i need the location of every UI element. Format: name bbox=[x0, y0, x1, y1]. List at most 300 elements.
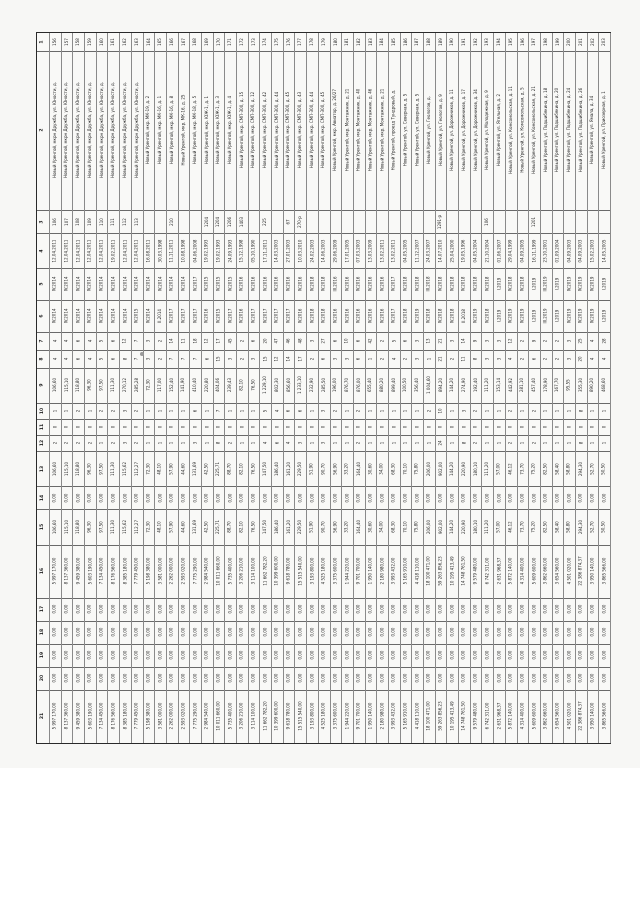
table-cell: 158 bbox=[75, 38, 81, 46]
table-cell: 30,60 bbox=[367, 462, 373, 475]
table-cell: 0 bbox=[425, 425, 431, 429]
table-cell: 9 bbox=[472, 339, 478, 343]
table-cell: 0,00 bbox=[157, 604, 163, 614]
table-cell: 82,10 bbox=[238, 521, 244, 533]
table-cell: 3 bbox=[145, 339, 151, 343]
table-cell: 68,30 bbox=[390, 521, 396, 533]
table-cell: 186 bbox=[402, 38, 408, 46]
table-cell: 0 bbox=[495, 425, 501, 429]
column-header: 15 bbox=[39, 523, 45, 531]
table-cell: 22 386 874,37 bbox=[577, 556, 583, 586]
table-cell: 0,00 bbox=[390, 627, 396, 637]
table-cell: 0,00 bbox=[484, 493, 490, 503]
table-cell: 33,20 bbox=[344, 521, 350, 533]
table-cell: 161 bbox=[110, 38, 116, 46]
table-cell: 356,40 bbox=[414, 378, 420, 393]
table-cell: 4 418 110,00 bbox=[414, 703, 420, 730]
table-cell: 1 bbox=[484, 441, 490, 445]
table-cell: 0 bbox=[589, 425, 595, 429]
table-cell: 2 bbox=[531, 409, 537, 413]
table-cell: 183 bbox=[367, 38, 373, 46]
table-cell: 232,90 bbox=[308, 378, 314, 393]
table-cell: 0 bbox=[390, 425, 396, 429]
table-cell: 1 944 220,00 bbox=[344, 557, 350, 585]
table-cell: 57,00 bbox=[495, 521, 501, 533]
table-cell: 856,60 bbox=[285, 378, 291, 393]
table-cell: 0 bbox=[460, 425, 466, 429]
table-cell: 1 bbox=[168, 441, 174, 445]
table-cell: 47 bbox=[273, 338, 279, 344]
table-cell: 186,40 bbox=[273, 461, 279, 476]
table-cell: 0 bbox=[332, 425, 338, 429]
table-cell: 0,00 bbox=[157, 650, 163, 660]
table-cell: 6 bbox=[203, 357, 209, 361]
table-cell: 4 bbox=[51, 339, 57, 343]
table-cell: 117,00 bbox=[157, 378, 163, 393]
table-cell: 2 180 980,00 bbox=[379, 557, 385, 585]
table-cell: 0,00 bbox=[577, 650, 583, 660]
table-cell: IV.2018 bbox=[425, 308, 431, 324]
table-cell: 2 bbox=[472, 409, 478, 413]
table-cell: 48,10 bbox=[157, 521, 163, 533]
column-header: 6 bbox=[39, 314, 45, 318]
table-cell: 1 bbox=[519, 441, 525, 445]
table-cell: 12.04.2011 bbox=[63, 239, 69, 263]
table-cell: 75,20 bbox=[531, 462, 537, 475]
table-cell: 0 bbox=[519, 425, 525, 429]
table-cell: IV.2017 bbox=[192, 276, 198, 292]
table-cell: 2 bbox=[227, 441, 233, 445]
table-cell bbox=[341, 210, 353, 233]
table-cell: 2 bbox=[98, 409, 104, 413]
table-cell: 169 bbox=[203, 38, 209, 46]
table-cell: 15.12.1998 bbox=[238, 239, 244, 263]
table-cell: 0,00 bbox=[192, 604, 198, 614]
table-cell: 0,00 bbox=[472, 627, 478, 637]
table-cell: Новый Уренгой, ул. Северная, д. 5 bbox=[402, 94, 408, 167]
table-cell: 0,00 bbox=[203, 604, 209, 614]
table-cell: 0,00 bbox=[203, 650, 209, 660]
table-cell: 0,00 bbox=[495, 604, 501, 614]
table-cell: IV.2019 bbox=[414, 308, 420, 324]
table-cell: 3 bbox=[320, 441, 326, 445]
table-cell: 0,00 bbox=[250, 673, 256, 683]
table-cell: 0,00 bbox=[51, 627, 57, 637]
table-cell: 164,40 bbox=[355, 461, 361, 476]
table-cell: IV.2018 bbox=[402, 276, 408, 292]
table-cell: 191 bbox=[460, 38, 466, 46]
table-cell: 178 bbox=[308, 38, 314, 46]
table-cell: 3 114 100,00 bbox=[250, 557, 256, 585]
table-cell: 164,40 bbox=[355, 519, 361, 534]
table-cell: 1 bbox=[98, 441, 104, 445]
table-cell: 0,00 bbox=[133, 673, 139, 683]
table-cell: 106 bbox=[51, 217, 57, 226]
table-cell: 0,00 bbox=[145, 673, 151, 683]
table-cell: 76,50 bbox=[250, 521, 256, 533]
table-cell: 274,90 bbox=[460, 378, 466, 393]
table-cell: 4 bbox=[601, 357, 607, 361]
table-cell: IV.2014 bbox=[63, 276, 69, 292]
table-cell: 46,12 bbox=[507, 521, 513, 533]
table-cell: 0,00 bbox=[215, 493, 221, 503]
table-cell: IV.2014 bbox=[75, 276, 81, 292]
table-cell: 0,00 bbox=[379, 673, 385, 683]
table-cell: 200 bbox=[566, 38, 572, 46]
table-cell: Новый Уренгой, мкр. СМП-300, д. 44 bbox=[308, 92, 314, 169]
table-cell: 76,50 bbox=[250, 379, 256, 392]
table-cell: 0,00 bbox=[238, 604, 244, 614]
table-cell: 97,50 bbox=[98, 462, 104, 475]
table-cell: 0 bbox=[180, 425, 186, 429]
table-cell: 1 bbox=[379, 441, 385, 445]
table-cell: 0,00 bbox=[344, 604, 350, 614]
table-cell: 4 418 110,00 bbox=[414, 557, 420, 585]
table-cell: 0,00 bbox=[227, 650, 233, 660]
table-cell: 144,20 bbox=[449, 378, 455, 393]
table-cell: 13.03.2009 bbox=[367, 239, 373, 263]
column-header: 19 bbox=[39, 652, 45, 659]
table-cell: 0 bbox=[484, 425, 490, 429]
table-cell: 225,71 bbox=[215, 519, 221, 534]
table-cell: Новый Уренгой, мкр. МК-16, д. 1 bbox=[157, 96, 163, 165]
table-cell bbox=[143, 210, 155, 233]
table-cell: 115,62 bbox=[121, 519, 127, 534]
table-cell: 0,00 bbox=[320, 650, 326, 660]
table-cell: 0,00 bbox=[437, 673, 443, 683]
table-cell: IV.2014 bbox=[145, 308, 151, 324]
table-cell: 04.09.2003 bbox=[566, 239, 572, 263]
table-cell: 115,10 bbox=[63, 461, 69, 476]
table-cell: 0,00 bbox=[507, 650, 513, 660]
table-cell: 0,00 bbox=[262, 604, 268, 614]
table-cell: IV.2018 bbox=[519, 276, 525, 292]
table-cell: 70,10 bbox=[402, 462, 408, 475]
table-cell: 168 bbox=[192, 38, 198, 46]
table-cell: 0 bbox=[121, 425, 127, 429]
table-cell: 115,62 bbox=[121, 461, 127, 476]
table-cell: 67 bbox=[285, 219, 291, 225]
table-cell: 2 bbox=[110, 409, 116, 413]
table-cell: 2 984 540,00 bbox=[203, 557, 209, 585]
table-cell: 0,00 bbox=[332, 604, 338, 614]
table-cell: I.2019 bbox=[495, 309, 501, 323]
table-cell: 1 229,10 bbox=[262, 376, 268, 395]
table-cell: 8 176 560,00 bbox=[110, 703, 116, 730]
table-cell: 3 bbox=[566, 339, 572, 343]
table-cell: 56,90 bbox=[332, 462, 338, 475]
table-cell: Новый Уренгой, ул. Ямала, д. 34 bbox=[589, 96, 595, 165]
table-cell: 8 137 360,00 bbox=[63, 703, 69, 730]
table-cell: 0,00 bbox=[460, 627, 466, 637]
table-cell: IV.2019 bbox=[507, 308, 513, 324]
table-cell: 1 bbox=[238, 441, 244, 445]
table-cell: 51,90 bbox=[308, 521, 314, 533]
table-cell: 0,00 bbox=[332, 493, 338, 503]
table-cell: 206,00 bbox=[425, 461, 431, 476]
table-cell: 1 bbox=[203, 409, 209, 413]
table-cell: 30,60 bbox=[367, 521, 373, 533]
table-cell: IV.2015 bbox=[215, 308, 221, 324]
table-cell: II.2014 bbox=[157, 309, 163, 324]
table-cell: 1 bbox=[51, 409, 57, 413]
table-cell: Новый Уренгой, ул. Подшибякина, д. 18 bbox=[542, 88, 548, 173]
table-cell: Новый Уренгой, мкр. СМП-300, д. 42 bbox=[262, 92, 268, 169]
table-cell: IV.2016 bbox=[262, 276, 268, 292]
table-cell: 172 bbox=[238, 38, 244, 46]
table-cell: 0,00 bbox=[121, 627, 127, 637]
table-cell: 3 bbox=[297, 441, 303, 445]
table-cell: 184 bbox=[379, 38, 385, 46]
table-cell: 0,00 bbox=[320, 493, 326, 503]
table-cell: 0,00 bbox=[414, 627, 420, 637]
table-cell: 0,00 bbox=[402, 627, 408, 637]
table-cell: 178,90 bbox=[542, 378, 548, 393]
table-cell: 0,00 bbox=[531, 493, 537, 503]
table-cell: 0,00 bbox=[285, 650, 291, 660]
table-cell: 5 997 170,00 bbox=[51, 703, 57, 730]
table-cell: 0 bbox=[320, 425, 326, 429]
table-cell: 7 bbox=[168, 357, 174, 361]
table-cell: 0,00 bbox=[414, 493, 420, 503]
table-cell: 7 775 290,00 bbox=[192, 703, 198, 730]
table-cell: 0,00 bbox=[472, 493, 478, 503]
table-cell: 167,70 bbox=[554, 378, 560, 393]
table-cell: 1 bbox=[425, 441, 431, 445]
table-cell: 1 bbox=[495, 409, 501, 413]
table-cell: IV.2019 bbox=[519, 308, 525, 324]
table-cell: IV.2014 bbox=[145, 276, 151, 292]
table-cell: 04.09.2003 bbox=[577, 239, 583, 263]
table-cell: 0,00 bbox=[414, 673, 420, 683]
table-cell: 4 bbox=[589, 339, 595, 343]
table-cell: 0,00 bbox=[75, 650, 81, 660]
table-cell: 144,20 bbox=[449, 519, 455, 534]
table-cell: 0,00 bbox=[273, 673, 279, 683]
table-cell bbox=[271, 210, 283, 233]
table-cell: IV.2019 bbox=[577, 276, 583, 292]
table-cell: 16.11.1999 bbox=[531, 239, 537, 263]
table-cell: 118,80 bbox=[75, 519, 81, 534]
table-cell: 4 bbox=[86, 357, 92, 361]
table-cell: 0,00 bbox=[145, 627, 151, 637]
table-cell: IV.2015 bbox=[133, 308, 139, 324]
table-cell: 0 bbox=[437, 425, 443, 429]
table-cell: 3 993 432,00 bbox=[390, 557, 396, 585]
table-cell: IV.2018 bbox=[437, 276, 443, 292]
table-cell: 0,00 bbox=[121, 604, 127, 614]
table-cell: 176 bbox=[285, 38, 291, 46]
table-cell: 6 bbox=[320, 357, 326, 361]
table-cell: Новый Уренгой, мкр. СМП-300, д. 44 bbox=[273, 92, 279, 169]
table-cell: 0,00 bbox=[203, 493, 209, 503]
table-cell: 6 742 311,00 bbox=[484, 557, 490, 585]
table-cell: 12.04.2011 bbox=[75, 239, 81, 263]
table-cell bbox=[575, 210, 587, 233]
table-cell: 0 bbox=[273, 425, 279, 429]
table-cell: 10 399 600,00 bbox=[273, 556, 279, 586]
table-cell: 0 bbox=[192, 425, 198, 429]
table-cell: 2 bbox=[332, 409, 338, 413]
table-cell: Новый Уренгой, мкрн Дружба, ул. Юности, д. bbox=[75, 82, 81, 179]
table-cell: 6 bbox=[531, 357, 537, 361]
table-cell bbox=[248, 210, 260, 233]
table-cell: 9 459 380,00 bbox=[75, 557, 81, 585]
table-cell: I.2019 bbox=[601, 309, 607, 323]
table-cell: 0,00 bbox=[484, 604, 490, 614]
table-cell: 1204 bbox=[203, 216, 209, 227]
table-cell: 0,00 bbox=[110, 604, 116, 614]
table-cell: 6 bbox=[285, 409, 291, 413]
table-cell: IV.2014 bbox=[121, 308, 127, 324]
table-cell: 0,00 bbox=[262, 627, 268, 637]
table-cell: 111,20 bbox=[484, 519, 490, 534]
table-cell: 5 735 400,00 bbox=[227, 703, 233, 730]
table-cell: 1 bbox=[86, 409, 92, 413]
table-cell: 0,00 bbox=[98, 673, 104, 683]
table-cell: 0,00 bbox=[355, 627, 361, 637]
table-cell: IV.2016 bbox=[355, 276, 361, 292]
table-cell: 100,50 bbox=[402, 378, 408, 393]
table-cell: 876,70 bbox=[344, 378, 350, 393]
table-cell: 0,00 bbox=[472, 673, 478, 683]
table-cell: 1 bbox=[332, 441, 338, 445]
table-cell: 59 263 856,23 bbox=[437, 701, 443, 732]
table-cell: IV.2017 bbox=[227, 308, 233, 324]
table-cell: 164 bbox=[145, 38, 151, 46]
table-cell: 902,00 bbox=[437, 461, 443, 476]
table-cell: Новый Уренгой, мкрн Дружба, ул. Юности, д. bbox=[133, 82, 139, 179]
table-cell: IV.2016 bbox=[367, 276, 373, 292]
table-cell: 0,00 bbox=[495, 650, 501, 660]
table-cell bbox=[598, 210, 610, 233]
table-cell: 0,00 bbox=[601, 493, 607, 503]
table-cell: 0,00 bbox=[519, 493, 525, 503]
table-cell: 24.02.2003 bbox=[308, 239, 314, 263]
table-cell: 4 bbox=[273, 409, 279, 413]
table-cell: 4 525 180,00 bbox=[320, 557, 326, 585]
table-cell: 2 593 020,00 bbox=[180, 703, 186, 730]
table-cell: 0,00 bbox=[332, 650, 338, 660]
table-cell: 0,00 bbox=[75, 627, 81, 637]
table-cell: 0 bbox=[203, 425, 209, 429]
table-cell: 0,00 bbox=[437, 604, 443, 614]
table-cell: 0,00 bbox=[227, 627, 233, 637]
column-header: 18 bbox=[39, 629, 45, 636]
table-cell: 0,00 bbox=[542, 673, 548, 683]
table-cell: 152,40 bbox=[168, 378, 174, 393]
table-cell: 0,00 bbox=[215, 627, 221, 637]
table-cell: 1403 bbox=[238, 216, 244, 227]
table-cell: 82,50 bbox=[542, 462, 548, 475]
table-cell: 01.09.2004 bbox=[554, 239, 560, 263]
table-cell: 3 375 600,00 bbox=[332, 557, 338, 585]
table-cell: 0,00 bbox=[355, 604, 361, 614]
table-cell: 2 bbox=[63, 441, 69, 445]
table-cell: 2 bbox=[472, 441, 478, 445]
table-cell: 0,00 bbox=[566, 604, 572, 614]
table-cell: 106,60 bbox=[51, 519, 57, 534]
table-cell: IV.2015 bbox=[203, 276, 209, 292]
table-cell: 3 bbox=[484, 357, 490, 361]
table-cell: 14.03.2003 bbox=[273, 239, 279, 263]
table-cell: Новый Уренгой, мкр. МК-16, д. 25 bbox=[180, 94, 186, 166]
table-cell: 15 515 540,00 bbox=[297, 556, 303, 586]
table-cell: 0,00 bbox=[180, 673, 186, 683]
table-cell: 1 950 140,00 bbox=[367, 703, 373, 730]
table-cell: 27.01.2003 bbox=[285, 239, 291, 263]
table-cell: 3 654 560,00 bbox=[554, 557, 560, 585]
table-cell: 0,00 bbox=[250, 604, 256, 614]
table-cell: 147,50 bbox=[262, 519, 268, 534]
table-cell: 2 bbox=[531, 441, 537, 445]
table-cell: 0,00 bbox=[180, 650, 186, 660]
table-cell: IV.2016 bbox=[250, 276, 256, 292]
table-cell: 115,10 bbox=[63, 519, 69, 534]
table-cell: 12 bbox=[203, 338, 209, 344]
table-cell: Новый Уренгой, мкр. ЮЖ-1, д. 4 bbox=[227, 96, 233, 165]
table-cell: 1 bbox=[554, 409, 560, 413]
table-cell: 0,00 bbox=[566, 673, 572, 683]
table-cell: 5 609 600,00 bbox=[531, 557, 537, 585]
table-cell: 2 bbox=[542, 357, 548, 361]
table-cell: 182 bbox=[355, 38, 361, 46]
table-cell: 0 bbox=[449, 425, 455, 429]
table-cell: 4 bbox=[589, 357, 595, 361]
table-cell: 0 bbox=[133, 425, 139, 429]
table-cell: 1 bbox=[238, 409, 244, 413]
table-cell: Новый Уренгой, ул. Подшибякина, д. 24 bbox=[566, 88, 572, 173]
table-cell: 82,10 bbox=[238, 462, 244, 475]
table-cell: IV.2016 bbox=[273, 276, 279, 292]
table-cell bbox=[306, 210, 318, 233]
table-cell: 6 bbox=[332, 339, 338, 343]
table-cell: IV.2018 bbox=[414, 276, 420, 292]
table-cell: IV.2019 bbox=[566, 276, 572, 292]
table-cell: 5 603 190,00 bbox=[86, 703, 92, 730]
table-cell: 2 bbox=[554, 339, 560, 343]
table-cell: 0,00 bbox=[86, 650, 92, 660]
table-cell: 75,20 bbox=[531, 521, 537, 533]
table-cell: 0,00 bbox=[308, 493, 314, 503]
table-cell: 7 134 450,00 bbox=[98, 557, 104, 585]
table-cell: 3 581 000,00 bbox=[157, 703, 163, 730]
table-cell: 6 bbox=[250, 339, 256, 343]
table-cell: 10 bbox=[344, 338, 350, 344]
table-cell: 0,00 bbox=[75, 604, 81, 614]
table-cell: Новый Уренгой, ул. Дорожников, д. 17 bbox=[460, 89, 466, 172]
table-cell: Новый Уренгой, ул. Приозерная, д. 1 bbox=[601, 91, 607, 170]
table-cell: 95,55 bbox=[566, 379, 572, 392]
table-cell: 0,00 bbox=[472, 604, 478, 614]
table-cell: 42,50 bbox=[203, 462, 209, 475]
table-cell: 0,00 bbox=[460, 493, 466, 503]
table-cell: 876,00 bbox=[355, 378, 361, 393]
table-cell: 199 bbox=[554, 38, 560, 46]
table-cell: 180 bbox=[332, 38, 338, 46]
table-cell: IV.2018 bbox=[484, 308, 490, 324]
table-cell: 20 bbox=[262, 338, 268, 344]
table-cell: 7 779 450,00 bbox=[133, 557, 139, 585]
table-cell: 8 bbox=[215, 441, 221, 445]
table-cell: Новый Уренгой, мкр. Монтажник, д. 40 bbox=[355, 89, 361, 172]
table-cell: 0 bbox=[379, 425, 385, 429]
table-cell: 6 bbox=[192, 409, 198, 413]
table-cell: 2 593 020,00 bbox=[180, 557, 186, 585]
table-cell: 0,00 bbox=[484, 627, 490, 637]
table-cell: 196,00 bbox=[332, 378, 338, 393]
table-cell: 141,90 bbox=[180, 378, 186, 393]
